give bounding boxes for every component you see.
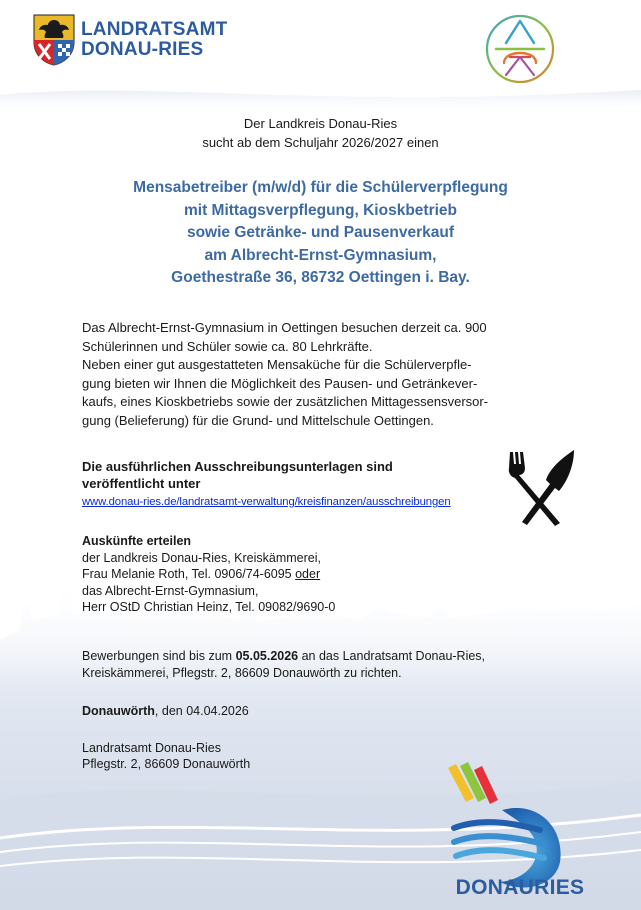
title-line-2: mit Mittagsverpflegung, Kioskbetrieb xyxy=(183,201,457,219)
address-line-2: Pflegstr. 2, 86609 Donauwörth xyxy=(82,757,251,772)
description-paragraph xyxy=(82,319,562,431)
contact-line-4: Herr OStD Christian Heinz, Tel. 09082/9690-0 xyxy=(82,600,336,615)
school-logo-icon xyxy=(484,13,556,85)
apply-line-2: Kreiskämmerei, Pflegstr. 2, 86609 Donauwörth zu richten. xyxy=(82,666,402,680)
body-line-2: Schülerinnen und Schüler sowie ca. 80 Lehrkräfte. xyxy=(82,338,373,354)
tender-documents xyxy=(82,458,542,511)
logo-wordmark xyxy=(81,20,227,60)
donauries-wordmark: DONAURIES xyxy=(455,876,585,899)
logo-line-2: DONAU-RIES xyxy=(81,39,204,60)
contact-roth: Frau Melanie Roth, Tel. 0906/74-6095 xyxy=(82,567,296,582)
place-city: Donauwörth xyxy=(82,704,155,718)
docs-line-2: veröffentlicht unter xyxy=(82,476,201,491)
contact-line-3: das Albrecht-Ernst-Gymnasium, xyxy=(82,583,259,598)
title-line-5: Goethestraße 36, 86732 Oettingen i. Bay. xyxy=(171,269,470,286)
contact-heading: Auskünfte erteilen xyxy=(82,534,192,548)
fork-knife-icon xyxy=(502,448,582,526)
contact-info xyxy=(82,533,542,616)
tender-link[interactable]: www.donau-ries.de/landratsamt-verwaltung/kreisfinanzen/ausschreibungen xyxy=(82,496,451,508)
apply-line-1 xyxy=(82,648,552,665)
application-deadline xyxy=(82,648,552,682)
logo-line-1: LANDRATSAMT xyxy=(81,19,228,40)
contact-line-1: der Landkreis Donau-Ries, Kreiskämmerei, xyxy=(82,550,321,565)
body-line-3: Neben einer gut ausgestatteten Mensaküche für die Schülerverpfle- xyxy=(82,357,472,373)
title-line-1: Mensabetreiber (m/w/d) für die Schülerverpflegung xyxy=(133,179,508,196)
title-line-3: sowie Getränke- und Pausenverkauf xyxy=(186,224,455,241)
body-line-4: gung bieten wir Ihnen die Möglichkeit des Pausen- und Getränkever- xyxy=(82,375,478,391)
contact-line-2 xyxy=(82,566,542,583)
place-date xyxy=(82,703,249,720)
intro-text xyxy=(0,114,641,152)
body-line-6: gung (Belieferung) für die Grund- und Mittelschule Oettingen. xyxy=(82,412,434,428)
body-line-1: Das Albrecht-Ernst-Gymnasium in Oettingen besuchen derzeit ca. 900 xyxy=(82,320,487,335)
address-line-1: Landratsamt Donau-Ries xyxy=(82,741,221,755)
sender-address xyxy=(82,740,250,773)
landratsamt-logo xyxy=(33,14,227,66)
apply-post: an das Landratsamt Donau-Ries, xyxy=(298,649,486,663)
coat-of-arms-icon xyxy=(33,14,75,66)
apply-date: 05.05.2026 xyxy=(235,649,299,663)
contact-or: oder xyxy=(295,567,321,582)
place-date-text: , den 04.04.2026 xyxy=(154,704,249,718)
body-line-5: kaufs, eines Kioskbetriebs sowie der zusätzlichen Mittagessensversor- xyxy=(82,394,489,410)
intro-line-2: sucht ab dem Schuljahr 2026/2027 einen xyxy=(202,135,439,150)
job-title xyxy=(0,177,641,290)
intro-line-1: Der Landkreis Donau-Ries xyxy=(243,116,398,131)
title-line-4: am Albrecht-Ernst-Gymnasium, xyxy=(204,246,437,264)
docs-line-1: Die ausführlichen Ausschreibungsunterlagen sind xyxy=(82,459,393,474)
apply-pre: Bewerbungen sind bis zum xyxy=(82,649,236,663)
